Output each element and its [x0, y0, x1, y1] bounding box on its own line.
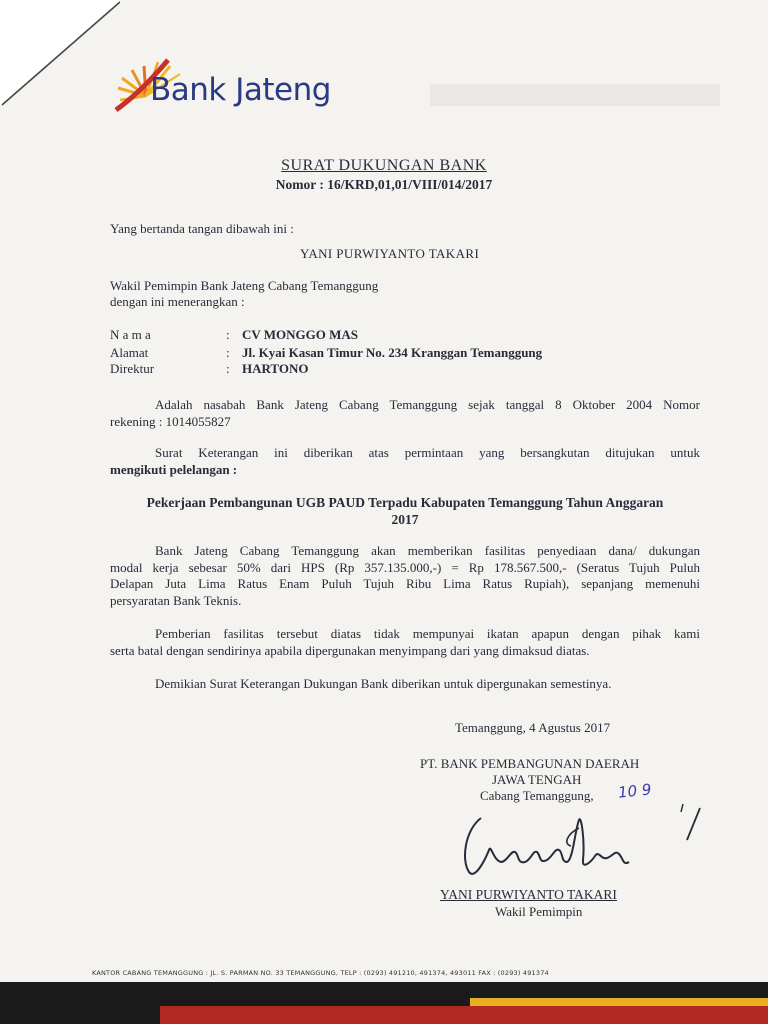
- project-title: [110, 494, 700, 528]
- paragraph-1-line-2: rekening : 1014055827: [110, 413, 231, 429]
- paragraph-4-line-2: serta batal dengan sendirinya apabila dipergunakan menyimpang dari yang dimaksud diatas.: [110, 642, 590, 658]
- scan-smudge: [430, 84, 720, 106]
- field-value-direktur: HARTONO: [242, 361, 309, 376]
- signer-title: Wakil Pemimpin: [495, 904, 583, 919]
- footer-bar-red: [160, 1006, 768, 1024]
- paragraph-1-line-1: Adalah nasabah Bank Jateng Cabang Temanggung sejak tanggal 8 Oktober 2004 Nomor: [155, 397, 700, 412]
- letter-title: SURAT DUKUNGAN BANK: [281, 157, 487, 174]
- org-line-3: Cabang Temanggung,: [480, 788, 594, 803]
- paragraph-5: Demikian Surat Keterangan Dukungan Bank diberikan untuk dipergunakan semestinya.: [155, 676, 612, 691]
- field-value-nama: CV MONGGO MAS: [242, 327, 359, 342]
- project-title-line-2: 2017: [391, 512, 419, 527]
- paragraph-3-line-4: persyaratan Bank Teknis.: [110, 592, 242, 608]
- footer-bar-yellow: [470, 998, 768, 1006]
- paragraph-3-line-1: Bank Jateng Cabang Temanggung akan memberikan fasilitas penyediaan dana/ dukungan: [155, 543, 700, 558]
- field-colon: :: [226, 345, 230, 360]
- field-colon: :: [226, 327, 230, 342]
- paragraph-4: [110, 626, 700, 659]
- position-line-1: Wakil Pemimpin Bank Jateng Cabang Temanggung: [110, 278, 379, 293]
- org-line-1: PT. BANK PEMBANGUNAN DAERAH: [420, 756, 640, 771]
- footer-address: KANTOR CABANG TEMANGGUNG : JL. S. PARMAN NO. 33 TEMANGGUNG, TELP : (0293) 491210, 491374, 493011 FAX : (0293) 491374: [92, 969, 549, 977]
- field-colon: :: [226, 361, 230, 376]
- signer-name: YANI PURWIYANTO TAKARI: [440, 887, 617, 902]
- field-label-direktur: Direktur: [110, 361, 155, 376]
- signer-heading: YANI PURWIYANTO TAKARI: [300, 246, 480, 261]
- paragraph-3-line-2: modal kerja sebesar 50% dari HPS (Rp 357.135.000,-) = Rp 178.567.500,- (Seratus Tujuh Puluh: [110, 559, 700, 575]
- position-line-2: dengan ini menerangkan :: [110, 294, 245, 309]
- paragraph-2-line-1: Surat Keterangan ini diberikan atas permintaan yang bersangkutan ditujukan untuk: [155, 445, 700, 460]
- letter-number: Nomor : 16/KRD,01,01/VIII/014/2017: [275, 177, 493, 192]
- bank-name-logo-text: Bank Jateng: [150, 72, 331, 108]
- paragraph-2: [110, 445, 700, 478]
- paragraph-1: [110, 397, 700, 430]
- place-date: Temanggung, 4 Agustus 2017: [455, 720, 611, 735]
- org-line-2: JAWA TENGAH: [492, 772, 582, 787]
- paragraph-2-line-2: mengikuti pelelangan :: [110, 461, 238, 477]
- folded-corner: [0, 0, 120, 110]
- field-label-nama: N a m a: [110, 327, 151, 342]
- project-title-line-1: Pekerjaan Pembangunan UGB PAUD Terpadu Kabupaten Temanggung Tahun Anggaran: [146, 495, 664, 510]
- handwritten-note: 10 9: [617, 780, 653, 802]
- paragraph-3-line-3: Delapan Juta Lima Ratus Enam Puluh Tujuh Ribu Lima Ratus Rupiah), sepanjang memenuhi: [110, 576, 700, 591]
- field-value-alamat: Jl. Kyai Kasan Timur No. 234 Kranggan Temanggung: [242, 345, 543, 360]
- paragraph-3: [110, 543, 700, 609]
- intro-line: Yang bertanda tangan dibawah ini :: [110, 221, 294, 236]
- field-label-alamat: Alamat: [110, 345, 149, 360]
- paragraph-4-line-1: Pemberian fasilitas tersebut diatas tidak mempunyai ikatan apapun dengan pihak kami: [155, 626, 700, 641]
